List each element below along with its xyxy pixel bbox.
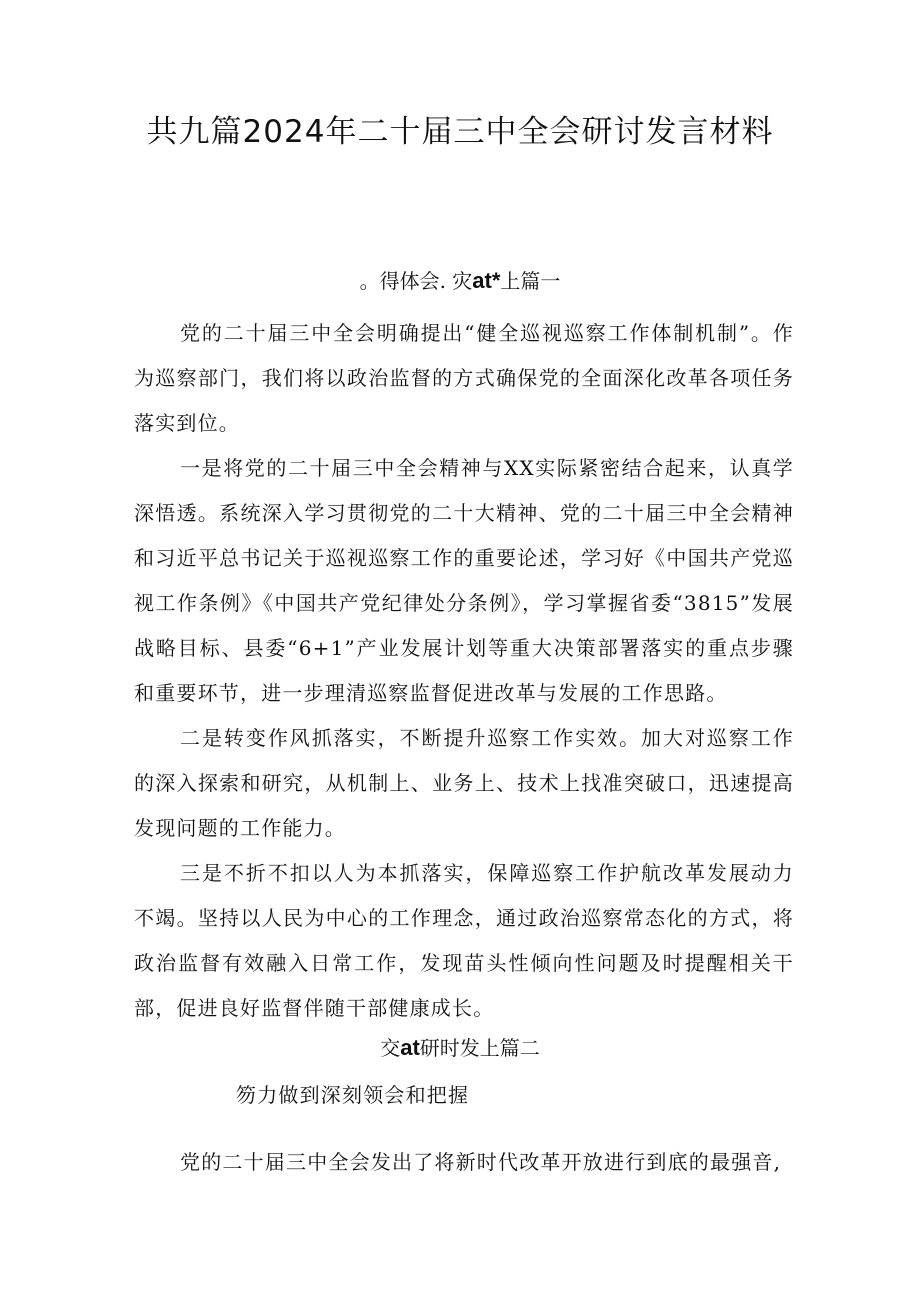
section-2-heading-prefix: 交 [380,1036,401,1060]
section-1-paragraph-2: 一是将党的二十届三中全会精神与XX实际紧密结合起来，认真学深悟透。系统深入学习贯彻党的二十大精神、党的二十届三中全会精神和习近平总书记关于巡视巡察工作的重要论述，学习好《中国共产党巡视工作条例》《中国共产党纪律处分条例》，学习掌握省委“3815”发展战略目标、县委“6+1”产业发展计划等重大决策部署落实的重点步骤和重要环节，进一步理清巡察监督促进改革与发展的工作思路。 [134,456,794,705]
section-1-paragraph-3: 二是转变作风抓落实，不断提升巡察工作实效。加大对巡察工作的深入探索和研究，从机制上、业务上、技术上找准突破口，迅速提高发现问题的工作能力。 [134,726,794,840]
section-1-paragraph-1: 党的二十届三中全会明确提出“健全巡视巡察工作体制机制”。作为巡察部门，我们将以政治监督的方式确保党的全面深化改革各项任务落实到位。 [134,321,794,435]
document-title: 共九篇2024年二十届三中全会研讨发言材料 [146,114,774,150]
section-1-heading-latin: at* [472,268,501,293]
section-2-heading [0,1033,920,1063]
section-2-heading-latin: at [400,1035,420,1060]
section-2-subheading: 笏力做到深刻领会和把握 [236,1083,470,1107]
section-2-heading-suffix: 研时发上篇二 [419,1036,540,1060]
section-1-heading [0,266,920,296]
section-1-heading-prefix: 。得体会. 灾 [359,269,473,293]
section-1-paragraph-4: 三是不折不扣以人为本抓落实，保障巡察工作护航改革发展动力不竭。坚持以人民为中心的工作理念，通过政治巡察常态化的方式，将政治监督有效融入日常工作，发现苗头性倾向性问题及时提醒相关干部，促进良好监督伴随干部健康成长。 [134,861,794,1020]
section-2-paragraph-1: 党的二十届三中全会发出了将新时代改革开放进行到底的最强音, [180,1150,782,1174]
section-1-heading-suffix: 上篇一 [500,269,561,293]
